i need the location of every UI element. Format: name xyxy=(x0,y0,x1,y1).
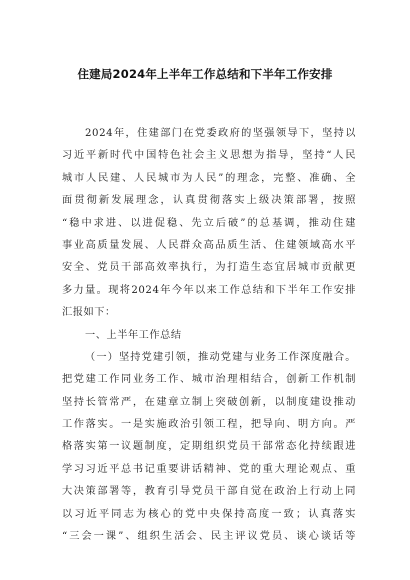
body-line: 格落实第一议题制度，定期组织党员干部常态化持续跟进 xyxy=(62,441,356,453)
body-line: “稳中求进、以进促稳、先立后破”的总基调，推动住建 xyxy=(62,217,356,229)
body-line: 工作落实。一是实施政治引领工程，把导向、明方向。严 xyxy=(62,419,356,431)
section-heading: 一、上半年工作总结 xyxy=(85,329,182,341)
body-line: 学习习近平总书记重要讲话精神、党的重大理论观点、重 xyxy=(62,463,356,475)
document-body xyxy=(62,123,356,548)
body-line: 多力量。现将2024年今年以来工作总结和下半年工作安排 xyxy=(62,284,356,296)
body-line: 城市人民建、人民城市为人民”的理念，完整、准确、全 xyxy=(62,172,356,184)
document-title: 住建局2024年上半年工作总结和下半年工作安排 xyxy=(77,67,333,81)
subsection-heading: （一）坚持党建引领，推动党建与业务工作深度融合。 xyxy=(85,351,356,363)
body-line: 面贯彻新发展理念，认真贯彻落实上级决策部署，按照 xyxy=(62,195,356,207)
body-line: 习近平新时代中国特色社会主义思想为指导，坚持“人民 xyxy=(62,150,356,162)
body-line: 2024年，住建部门在党委政府的坚强领导下，坚持以 xyxy=(85,128,356,139)
body-line: 安全、党员干部高效率执行，为打造生态宜居城市贡献更 xyxy=(62,262,356,274)
body-line: 以习近平同志为核心的党中央保持高度一致；认真落实 xyxy=(62,508,356,520)
body-line: 坚持长管常严，在建章立制上突破创新，以制度建设推动 xyxy=(62,396,356,408)
body-line: “三会一课”、组织生活会、民主评议党员、谈心谈话等 xyxy=(62,531,356,543)
body-line: 大决策部署等，教育引导党员干部自觉在政治上行动上同 xyxy=(62,486,356,498)
body-line: 汇报如下： xyxy=(62,307,116,319)
body-line: 把党建工作同业务工作、城市治理相结合，创新工作机制 xyxy=(62,374,356,386)
body-line: 事业高质量发展、人民群众高品质生活、住建领域高水平 xyxy=(62,239,356,251)
